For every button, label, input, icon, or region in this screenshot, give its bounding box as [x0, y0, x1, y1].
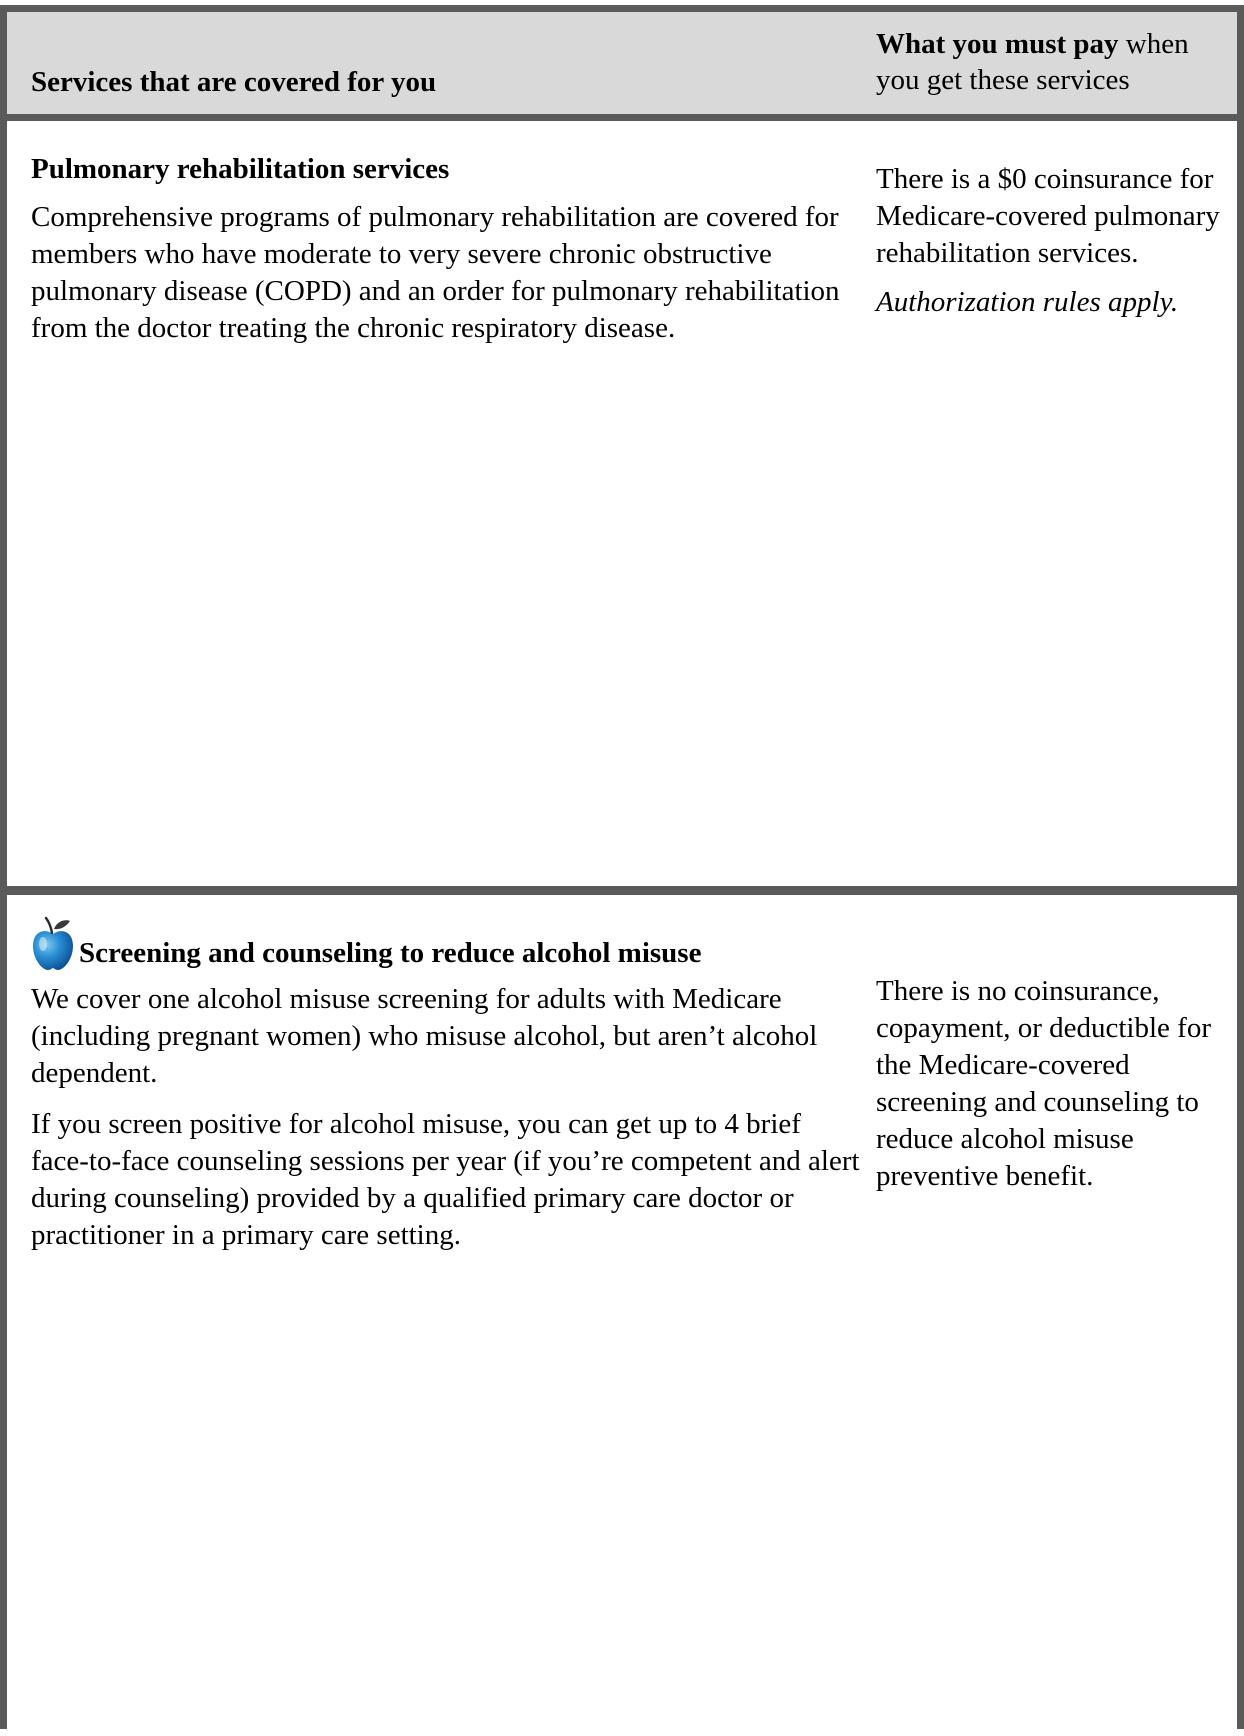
row-divider: [7, 886, 1237, 895]
table-row-alcohol-screening: [7, 895, 1237, 1736]
service-description-cell: [31, 915, 861, 1254]
authorization-note: Authorization rules apply.: [876, 286, 1179, 318]
header-payment-bold: What you must pay: [876, 28, 1119, 60]
cost-text: There is no coinsurance, copayment, or deductible for the Medicare-covered screening and counseling to reduce alcohol misuse preventive benefit.: [876, 975, 1211, 1192]
header-payment-label: [876, 26, 1226, 98]
header-payment-rest: when you get these services: [876, 28, 1189, 96]
cost-cell: [876, 161, 1241, 321]
benefits-table: [0, 5, 1244, 1729]
service-description: Comprehensive programs of pulmonary rehabilitation are covered for members who have moderate to very severe chronic obstructive pulmonary disease (COPD) and an order for pulmonary rehabilitation from the doctor treating the chronic respiratory disease.: [31, 201, 840, 344]
service-description-cell: [31, 151, 861, 347]
cost-text: There is a $0 coinsurance for Medicare-covered pulmonary rehabilitation services.: [876, 163, 1220, 269]
cost-cell: [876, 973, 1241, 1195]
service-title-line: [31, 915, 861, 971]
header-services-label: Services that are covered for you: [31, 66, 437, 98]
table-row-pulmonary-rehab: [7, 121, 1237, 886]
table-header: [7, 12, 1237, 121]
apple-icon: [31, 915, 75, 971]
service-title: Screening and counseling to reduce alcohol misuse: [79, 937, 702, 969]
service-title: Pulmonary rehabilitation services: [31, 153, 450, 185]
service-description: We cover one alcohol misuse screening for adults with Medicare (including pregnant women) who misuse alcohol, but aren’t alcohol dependent.: [31, 983, 818, 1089]
service-description: If you screen positive for alcohol misuse, you can get up to 4 brief face-to-face counseling sessions per year (if you’re competent and alert during counseling) provided by a qualified primary care doctor or practitioner in a primary care setting.: [31, 1108, 860, 1251]
